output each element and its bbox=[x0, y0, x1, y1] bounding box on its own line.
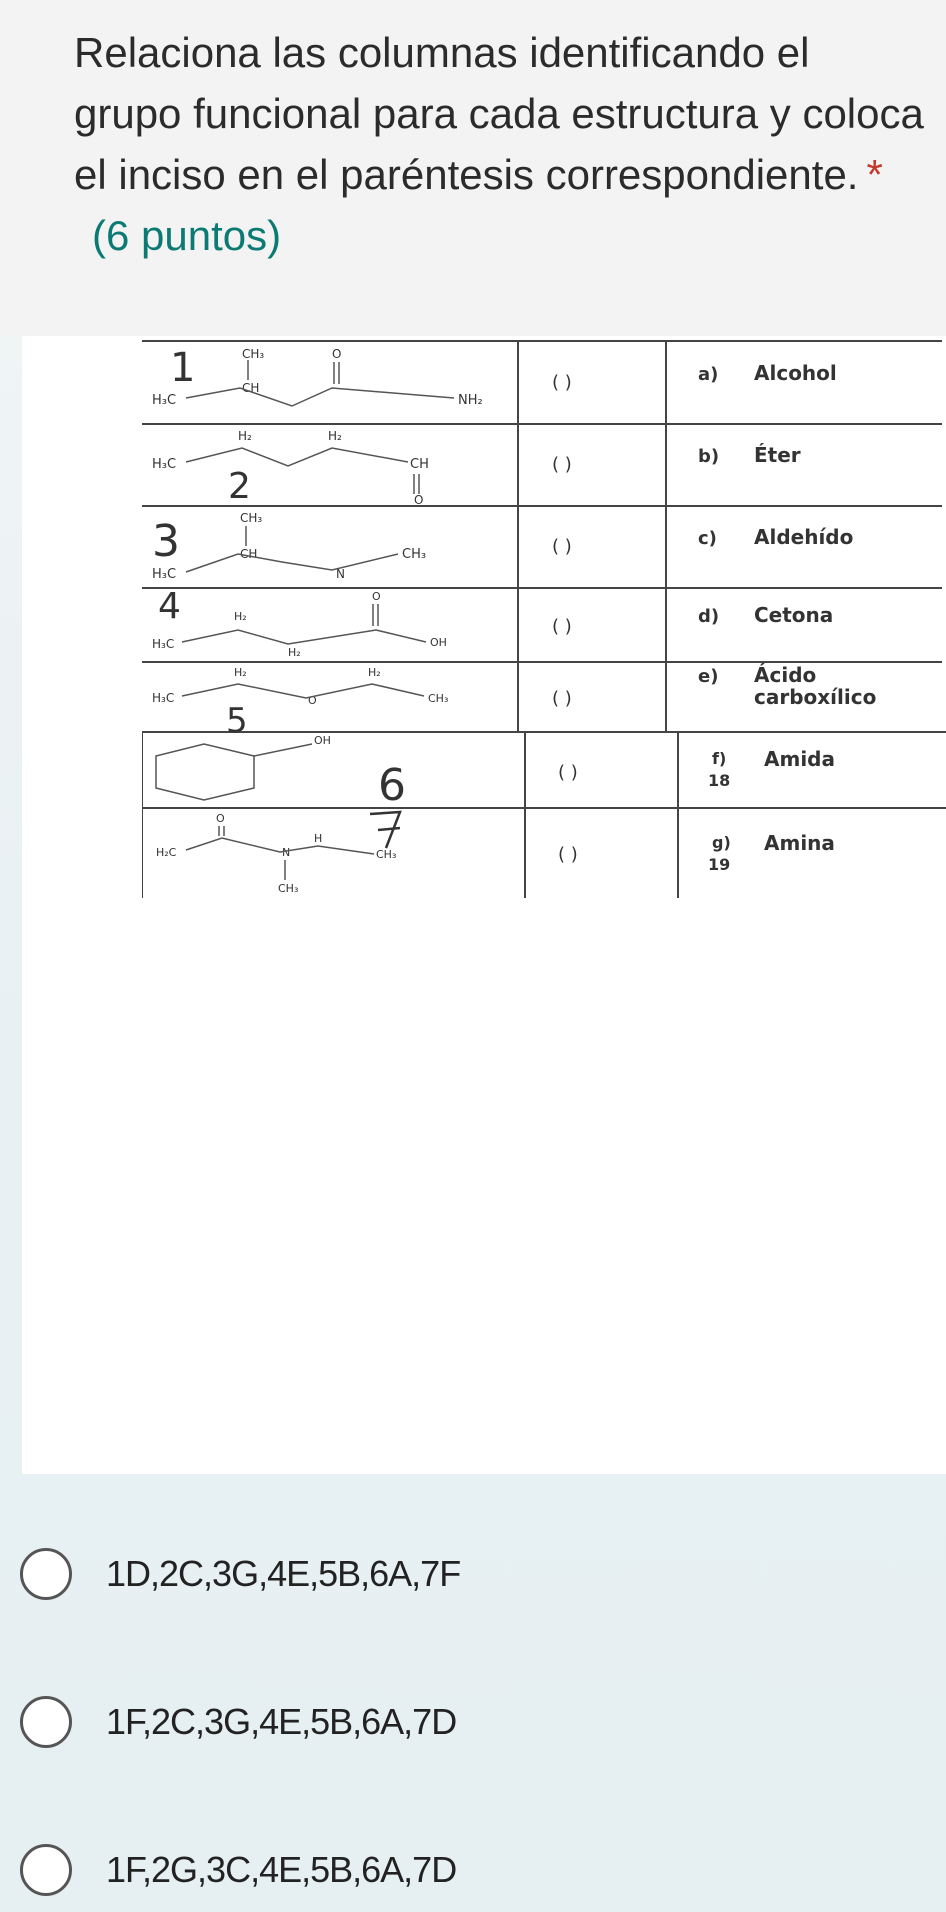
chem-label: N bbox=[282, 846, 291, 859]
option-handnote-18: 18 bbox=[708, 771, 731, 790]
option-1-label[interactable]: 1D,2C,3G,4E,5B,6A,7F bbox=[106, 1553, 461, 1594]
bond bbox=[254, 744, 312, 756]
chem-label: H₂ bbox=[238, 429, 252, 443]
chem-label: CH bbox=[242, 381, 260, 395]
row-number-4: 4 bbox=[158, 586, 181, 627]
chem-label: H bbox=[314, 832, 323, 845]
radio-button-icon[interactable] bbox=[20, 1548, 72, 1600]
question-image bbox=[22, 336, 946, 1474]
chem-label: H₃C bbox=[152, 393, 177, 408]
row-2 bbox=[152, 429, 801, 507]
answer-blank-4: ( ) bbox=[552, 616, 572, 637]
chem-label: CH₃ bbox=[402, 547, 427, 562]
option-letter-g: g) bbox=[712, 833, 731, 852]
option-3-label[interactable]: 1F,2G,3C,4E,5B,6A,7D bbox=[106, 1849, 457, 1890]
chem-label: O bbox=[308, 694, 317, 707]
chem-label: N bbox=[336, 567, 345, 581]
bond-chain bbox=[186, 448, 408, 466]
chem-label: H₃C bbox=[152, 457, 177, 472]
radio-button-icon[interactable] bbox=[20, 1696, 72, 1748]
bond-chain bbox=[186, 554, 398, 572]
option-letter-a: a) bbox=[698, 364, 719, 385]
answer-blank-7: ( ) bbox=[558, 844, 578, 865]
answer-blank-5: ( ) bbox=[552, 688, 572, 709]
chem-label: CH₃ bbox=[278, 882, 299, 895]
row-6 bbox=[156, 734, 835, 811]
option-3[interactable] bbox=[20, 1830, 920, 1910]
points-label: (6 puntos) bbox=[92, 212, 282, 259]
chem-label: O bbox=[414, 493, 424, 507]
row-4 bbox=[152, 586, 833, 659]
chem-label: NH₂ bbox=[458, 393, 483, 408]
chem-label: OH bbox=[314, 734, 331, 747]
question-card bbox=[0, 0, 946, 336]
option-letter-c: c) bbox=[698, 528, 717, 549]
option-term-d: Cetona bbox=[754, 603, 834, 627]
bond-chain bbox=[182, 684, 424, 698]
chem-label: H₂ bbox=[234, 666, 247, 679]
radio-button-icon[interactable] bbox=[20, 1844, 72, 1896]
chem-label: CH bbox=[410, 457, 429, 472]
row-number-6: 6 bbox=[378, 760, 406, 811]
option-2[interactable] bbox=[20, 1682, 920, 1762]
option-letter-e: e) bbox=[698, 666, 719, 687]
option-term-a: Alcohol bbox=[754, 361, 837, 385]
chem-label: H₂ bbox=[234, 610, 247, 623]
required-mark: * bbox=[866, 151, 883, 198]
chem-label: H₂ bbox=[288, 646, 301, 659]
cyclohexane-ring bbox=[156, 744, 254, 800]
answer-options bbox=[0, 1474, 946, 1912]
bond-chain bbox=[186, 388, 454, 406]
chem-label: H₂ bbox=[328, 429, 342, 443]
option-letter-b: b) bbox=[698, 446, 720, 467]
row-5 bbox=[152, 663, 876, 741]
answer-blank-3: ( ) bbox=[552, 536, 572, 557]
bond-chain bbox=[182, 630, 426, 644]
option-1[interactable] bbox=[20, 1534, 920, 1614]
option-term-b: Éter bbox=[754, 443, 801, 467]
option-term-c: Aldehído bbox=[754, 525, 854, 549]
row-number-7: 7 bbox=[404, 810, 411, 821]
row-number-3: 3 bbox=[152, 516, 180, 567]
answer-blank-6: ( ) bbox=[558, 762, 578, 783]
row-number-2: 2 bbox=[228, 466, 251, 507]
row-1 bbox=[152, 345, 837, 408]
chem-label: CH₃ bbox=[240, 511, 263, 525]
option-term-e-line2: carboxílico bbox=[754, 685, 877, 709]
chem-label: CH₃ bbox=[242, 347, 265, 361]
question-title bbox=[74, 22, 924, 266]
option-term-f: Amida bbox=[764, 747, 835, 771]
chem-label: CH₃ bbox=[428, 692, 449, 705]
option-letter-f: f) bbox=[712, 749, 727, 768]
chem-label: H₂ bbox=[368, 666, 381, 679]
option-handnote-19: 19 bbox=[708, 855, 731, 874]
chem-label: H₃C bbox=[152, 637, 175, 651]
chem-label: O bbox=[372, 590, 381, 603]
answer-blank-2: ( ) bbox=[552, 454, 572, 475]
row-number-7-stroke bbox=[370, 812, 400, 848]
option-term-g: Amina bbox=[764, 831, 835, 855]
chem-label: O bbox=[216, 812, 225, 825]
row-3 bbox=[152, 511, 853, 582]
question-text: Relaciona las columnas identificando el grupo funcional para cada estructura y coloca el inciso en el paréntesis correspondiente. bbox=[74, 29, 924, 198]
matching-table-svg bbox=[142, 336, 946, 898]
row-number-5: 5 bbox=[226, 701, 248, 741]
row-7 bbox=[156, 810, 835, 895]
chem-label: O bbox=[332, 347, 342, 361]
bond-chain bbox=[186, 838, 374, 854]
chem-label: H₃C bbox=[152, 691, 175, 705]
chem-label: CH₃ bbox=[376, 848, 397, 861]
chem-label: CH bbox=[240, 547, 258, 561]
option-term-e: Ácido bbox=[754, 663, 817, 687]
option-letter-d: d) bbox=[698, 606, 720, 627]
answer-blank-1: ( ) bbox=[552, 372, 572, 393]
row-number-1: 1 bbox=[170, 345, 196, 391]
chem-label: H₃C bbox=[152, 567, 177, 582]
chem-label: H₂C bbox=[156, 846, 177, 859]
option-2-label[interactable]: 1F,2C,3G,4E,5B,6A,7D bbox=[106, 1701, 457, 1742]
chem-label: OH bbox=[430, 636, 447, 649]
matching-table-figure bbox=[142, 336, 946, 898]
